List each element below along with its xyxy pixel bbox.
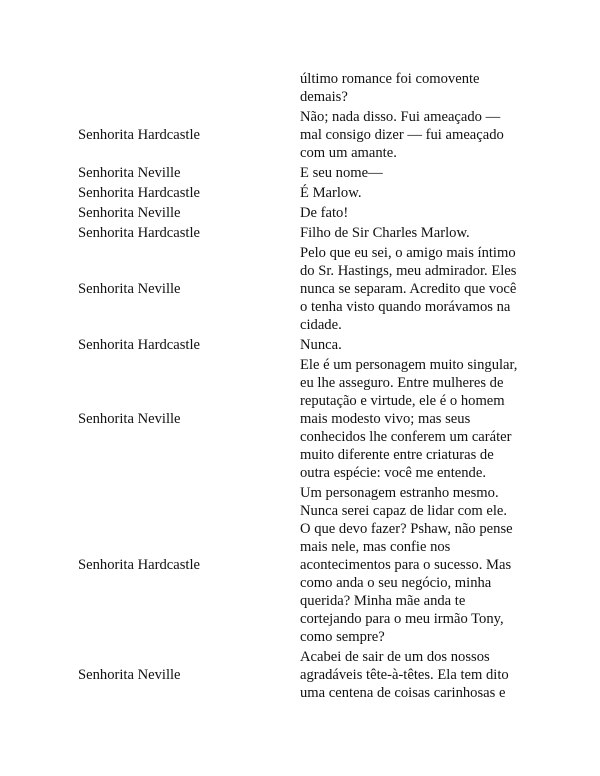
dialogue-text [300, 484, 538, 648]
speaker-name: Senhorita Hardcastle [78, 225, 200, 241]
dialogue-body [78, 70, 538, 704]
dialogue-line: O que devo fazer? Pshaw, não pense [300, 521, 513, 537]
speaker-name: Senhorita Neville [78, 165, 181, 181]
dialogue-line: o tenha visto quando morávamos na [300, 299, 511, 315]
dialogue-text [300, 70, 538, 108]
dialogue-line: cortejando para o meu irmão Tony, [300, 611, 504, 627]
dialogue-text [300, 108, 538, 164]
dialogue-line: muito diferente entre criaturas de [300, 447, 494, 463]
dialogue-row [78, 648, 538, 704]
dialogue-table [78, 70, 538, 704]
dialogue-line: Pelo que eu sei, o amigo mais íntimo [300, 245, 516, 261]
dialogue-line: como anda o seu negócio, minha [300, 575, 492, 591]
dialogue-line: do Sr. Hastings, meu admirador. Eles [300, 263, 517, 279]
dialogue-row [78, 204, 538, 224]
dialogue-line: último romance foi comovente [300, 71, 480, 87]
dialogue-text [300, 164, 538, 184]
dialogue-line: uma centena de coisas carinhosas e [300, 685, 506, 701]
dialogue-line: Nunca serei capaz de lidar com ele. [300, 503, 508, 519]
dialogue-line: Ele é um personagem muito singular, [300, 357, 518, 373]
dialogue-row [78, 484, 538, 648]
dialogue-line: como sempre? [300, 629, 385, 645]
dialogue-text [300, 336, 538, 356]
dialogue-line: acontecimentos para o sucesso. Mas [300, 557, 512, 573]
speaker-name: Senhorita Neville [78, 281, 181, 297]
speaker-name: Senhorita Hardcastle [78, 185, 200, 201]
dialogue-row [78, 108, 538, 164]
speaker-name: Senhorita Neville [78, 205, 181, 221]
dialogue-row [78, 164, 538, 184]
dialogue-row [78, 336, 538, 356]
dialogue-line: Um personagem estranho mesmo. [300, 485, 499, 501]
dialogue-line: agradáveis tête-à-têtes. Ela tem dito [300, 667, 509, 683]
speaker-name: Senhorita Hardcastle [78, 127, 200, 143]
dialogue-line: querida? Minha mãe anda te [300, 593, 466, 609]
dialogue-line: mais modesto vivo; mas seus [300, 411, 471, 427]
dialogue-line: Acabei de sair de um dos nossos [300, 649, 490, 665]
dialogue-row [78, 356, 538, 484]
dialogue-line: Filho de Sir Charles Marlow. [300, 225, 470, 241]
dialogue-line: Nunca. [300, 337, 342, 353]
speaker-name: Senhorita Neville [78, 411, 181, 427]
dialogue-line: É Marlow. [300, 185, 362, 201]
dialogue-line: reputação e virtude, ele é o homem [300, 393, 505, 409]
dialogue-row [78, 70, 538, 108]
speaker-name [78, 70, 300, 108]
dialogue-line: conhecidos lhe conferem um caráter [300, 429, 512, 445]
dialogue-line: Não; nada disso. Fui ameaçado — [300, 109, 501, 125]
dialogue-line: outra espécie: você me entende. [300, 465, 486, 481]
dialogue-line: nunca se separam. Acredito que você [300, 281, 517, 297]
dialogue-line: mal consigo dizer — fui ameaçado [300, 127, 504, 143]
dialogue-text [300, 244, 538, 336]
dialogue-line: eu lhe asseguro. Entre mulheres de [300, 375, 504, 391]
dialogue-text [300, 184, 538, 204]
speaker-name: Senhorita Hardcastle [78, 557, 200, 573]
dialogue-text [300, 204, 538, 224]
speaker-name: Senhorita Neville [78, 667, 181, 683]
dialogue-row [78, 224, 538, 244]
dialogue-text [300, 648, 538, 704]
dialogue-line: E seu nome— [300, 165, 383, 181]
dialogue-line: De fato! [300, 205, 349, 221]
dialogue-line: com um amante. [300, 145, 397, 161]
speaker-name: Senhorita Hardcastle [78, 337, 200, 353]
dialogue-line: demais? [300, 89, 348, 105]
dialogue-row [78, 184, 538, 204]
dialogue-line: mais nele, mas confie nos [300, 539, 451, 555]
dialogue-text [300, 356, 538, 484]
dialogue-line: cidade. [300, 317, 342, 333]
dialogue-text [300, 224, 538, 244]
dialogue-row [78, 244, 538, 336]
